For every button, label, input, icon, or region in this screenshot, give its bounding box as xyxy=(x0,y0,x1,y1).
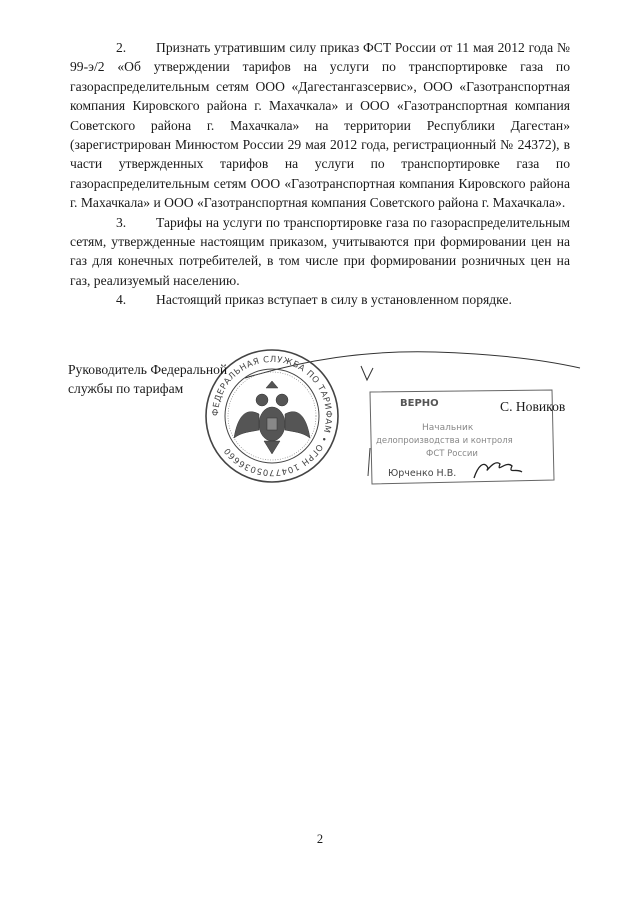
stamp-signer: Юрченко Н.В. xyxy=(388,468,457,479)
paragraph-text: Признать утратившим силу приказ ФСТ России от 11 мая 2012 года № 99-э/2 «Об утверждении тарифов на услуги по транспортировке газа по газораспределительным сетям ООО «Дагестангазсервис», ООО «Газотранспортная компания Кировского района г. Махачкала» и ООО «Газотранспортная компания Советского района г. Махачкала» на территории Республики Дагестан» (зарегистрирован Минюстом России 29 мая 2012 года, регистрационный № 24372), в части утвержденных тарифов на услуги по транспортировке газа по газораспределительным сетям ООО «Газотранспортная компания Кировского района г. Махачкала» и ООО «Газотранспортная компания Советского района г. Махачкала». xyxy=(70,40,570,211)
stamp-line-1: ВЕРНО xyxy=(400,398,439,409)
stamp-line-4: ФСТ России xyxy=(426,449,478,459)
signatory-title-line-1: Руководитель Федеральной xyxy=(68,362,228,377)
paragraph-number: 4. xyxy=(116,292,127,308)
signatory-title xyxy=(68,360,227,398)
paragraph-2 xyxy=(70,38,570,213)
eagle-emblem-icon xyxy=(234,381,310,454)
paragraph-text: Тарифы на услуги по транспортировке газа по газораспределительным сетям, утвержденные настоящим приказом, учитываются при формировании цен на газ для конечных потребителей, в том числе при формировании розничных цен на газ, реализуемый населению. xyxy=(70,214,570,288)
signatory-name: С. Новиков xyxy=(500,399,566,414)
paragraph-3 xyxy=(70,213,570,291)
signatory-title-line-2: службы по тарифам xyxy=(68,381,184,396)
order-body xyxy=(70,38,570,310)
seal-ring-text: ФЕДЕРАЛЬНАЯ СЛУЖБА ПО ТАРИФАМ • ОГРН 1047705036660 xyxy=(210,354,334,478)
paragraph-number: 2. xyxy=(116,40,127,55)
paragraph-4 xyxy=(70,290,570,309)
stamp-line-2: Начальник xyxy=(422,423,474,433)
page-number: 2 xyxy=(316,832,324,846)
stamp-line-3: делопроизводства и контроля xyxy=(376,436,513,446)
paragraph-text: Настоящий приказ вступает в силу в установленном порядке. xyxy=(156,292,512,308)
handwritten-signature-icon xyxy=(474,463,522,478)
paragraph-number: 3. xyxy=(116,214,127,230)
